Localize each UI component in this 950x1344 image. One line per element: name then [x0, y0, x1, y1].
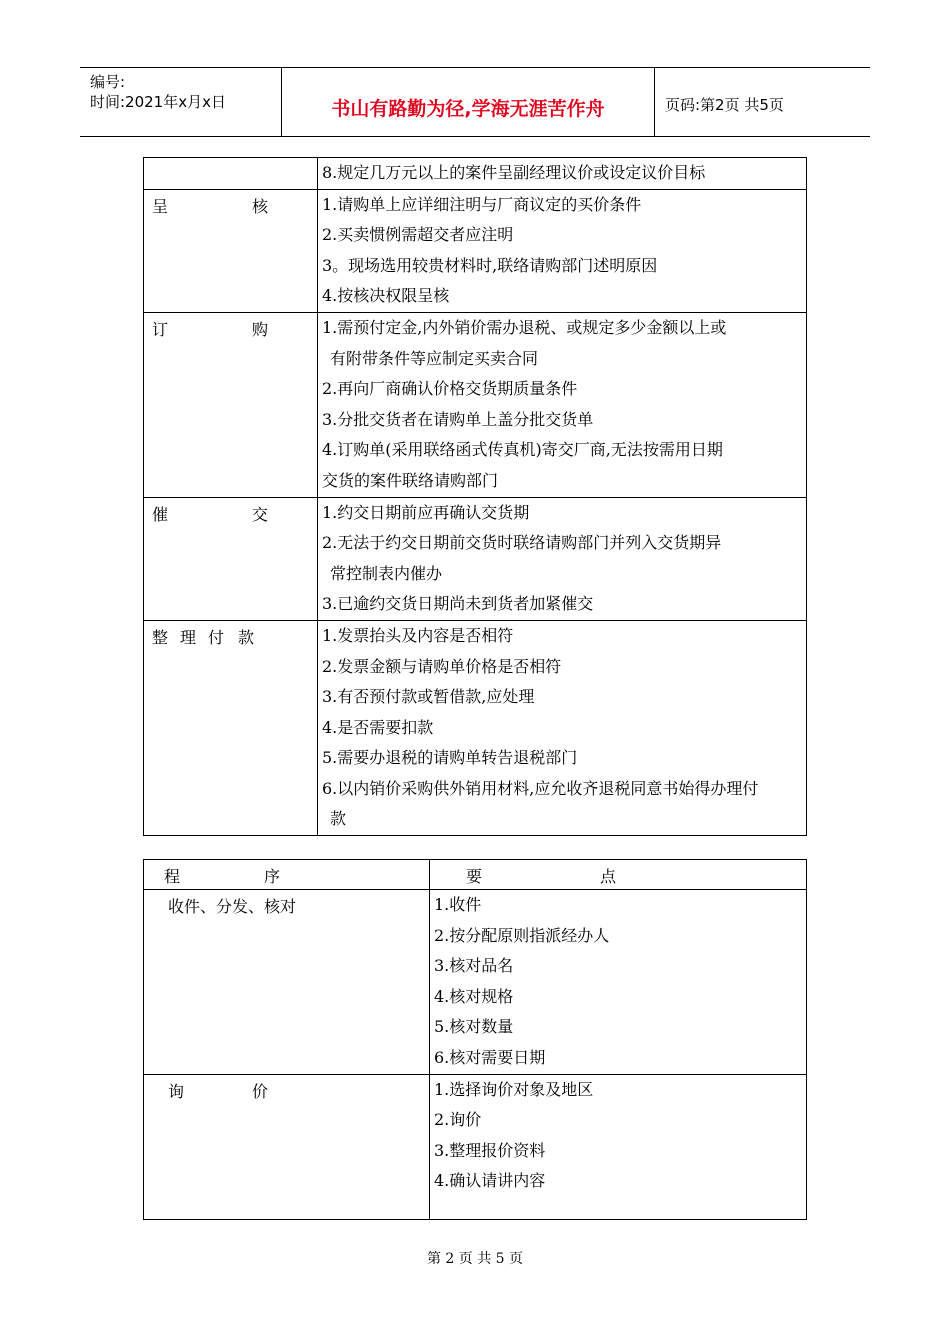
header-procedure-char: 程: [164, 867, 181, 886]
key-point-line: 4.订购单(采用联络函式传真机)寄交厂商,无法按需用日期: [322, 440, 723, 460]
procedure-name-char: 理: [180, 627, 197, 647]
key-point-line: 1.约交日期前应再确认交货期: [322, 502, 530, 522]
procedure-name-char: 购: [252, 319, 269, 339]
header-meta-cell: [80, 68, 282, 136]
procedure-name-cell: [144, 189, 318, 312]
key-point-line: 1.需预付定金,内外销价需办退税、或规定多少金额以上或: [322, 317, 727, 337]
header-procedure-cell: [144, 860, 430, 890]
key-point-line: 4.按核决权限呈核: [322, 286, 450, 306]
procedure-name-char: 交: [252, 504, 269, 524]
key-points-cell: [430, 1074, 807, 1219]
key-point-line: 款: [330, 809, 347, 829]
procedure-name-char: 呈: [152, 196, 169, 216]
procedure-name-cell: [144, 158, 318, 190]
key-point-line: 8.规定几万元以上的案件呈副经理议价或设定议价目标: [322, 163, 706, 182]
procedure-name-cell: [144, 890, 430, 1075]
table-row: [144, 189, 807, 312]
procedure-name-text: 收件、分发、核对: [168, 897, 297, 916]
document-number-label: 编号:: [90, 73, 126, 91]
header-points-char: 点: [600, 867, 617, 886]
key-points-cell: [430, 890, 807, 1075]
key-point-line: 3.核对品名: [434, 956, 514, 976]
key-point-line: 3.分批交货者在请购单上盖分批交货单: [322, 409, 594, 429]
table-row: [144, 890, 807, 1075]
procedure-name-char: 催: [152, 504, 169, 524]
key-points-cell: [318, 158, 807, 190]
motto-text: 书山有路勤为径,学海无涯苦作舟: [331, 98, 605, 120]
key-point-line: 3.有否预付款或暂借款,应处理: [322, 687, 535, 707]
key-point-line: 2.再向厂商确认价格交货期质量条件: [322, 379, 578, 399]
procedure-name-char: 核: [252, 196, 269, 216]
table-row: [144, 1074, 807, 1219]
key-point-line: 6.以内销价采购供外销用材料,应允收齐退税同意书始得办理付: [322, 778, 759, 798]
key-points-cell: [318, 497, 807, 620]
procedure-table-2: [143, 859, 807, 1220]
document-time-label: 时间:2021年x月x日: [90, 93, 226, 111]
procedure-name-char: 询: [168, 1081, 185, 1101]
key-point-line: 1.请购单上应详细注明与厂商议定的买价条件: [322, 194, 642, 214]
key-point-line: 2.无法于约交日期前交货时联络请购部门并列入交货期异: [322, 533, 722, 553]
cell-padding: [430, 1197, 806, 1219]
key-point-line: 5.需要办退税的请购单转告退税部门: [322, 748, 578, 768]
table-header-row: [144, 860, 807, 890]
procedure-name-char: 整: [152, 627, 169, 647]
key-point-line: 常控制表内催办: [330, 563, 443, 583]
procedure-name-char: 订: [152, 319, 169, 339]
procedure-name-cell: [144, 1074, 430, 1219]
header-page-cell: [655, 68, 870, 136]
procedure-name-char: 付: [208, 627, 225, 647]
table-row: [144, 312, 807, 497]
header-points-cell: [430, 860, 807, 890]
key-point-line: 1.选择询价对象及地区: [434, 1079, 594, 1099]
key-point-line: 1.发票抬头及内容是否相符: [322, 625, 514, 645]
key-point-line: 4.核对规格: [434, 986, 514, 1006]
key-point-line: 有附带条件等应制定买卖合同: [330, 348, 539, 368]
key-point-line: 2.买卖惯例需超交者应注明: [322, 225, 514, 245]
key-point-line: 3.已逾约交货日期尚未到货者加紧催交: [322, 594, 594, 614]
key-point-line: 6.核对需要日期: [434, 1047, 546, 1067]
key-point-line: 交货的案件联络请购部门: [322, 470, 499, 490]
page-header: [80, 67, 870, 137]
key-point-line: 4.确认请讲内容: [434, 1171, 546, 1191]
procedure-name-char: 款: [238, 627, 255, 647]
key-point-line: 2.询价: [434, 1110, 482, 1130]
table-row: [144, 620, 807, 835]
procedure-name-char: 价: [252, 1081, 269, 1101]
table-row: [144, 497, 807, 620]
header-procedure-char: 序: [264, 867, 281, 886]
procedure-name-cell: [144, 620, 318, 835]
key-points-cell: [318, 620, 807, 835]
page-footer: 第 2 页 共 5 页: [426, 1251, 524, 1267]
key-point-line: 4.是否需要扣款: [322, 717, 434, 737]
key-point-line: 2.发票金额与请购单价格是否相符: [322, 656, 562, 676]
procedure-name-cell: [144, 497, 318, 620]
key-point-line: 3.整理报价资料: [434, 1140, 546, 1160]
key-points-cell: [318, 189, 807, 312]
header-motto-cell: [282, 68, 655, 136]
page-number-label: 页码:第2页 共5页: [665, 96, 784, 114]
procedure-name-cell: [144, 312, 318, 497]
header-points-char: 要: [466, 867, 483, 886]
key-points-cell: [318, 312, 807, 497]
key-point-line: 2.按分配原则指派经办人: [434, 925, 610, 945]
key-point-line: 5.核对数量: [434, 1017, 514, 1037]
key-point-line: 1.收件: [434, 895, 482, 914]
table-row: [144, 158, 807, 190]
procedure-table-1: [143, 157, 807, 836]
key-point-line: 3。现场选用较贵材料时,联络请购部门述明原因: [322, 255, 658, 275]
